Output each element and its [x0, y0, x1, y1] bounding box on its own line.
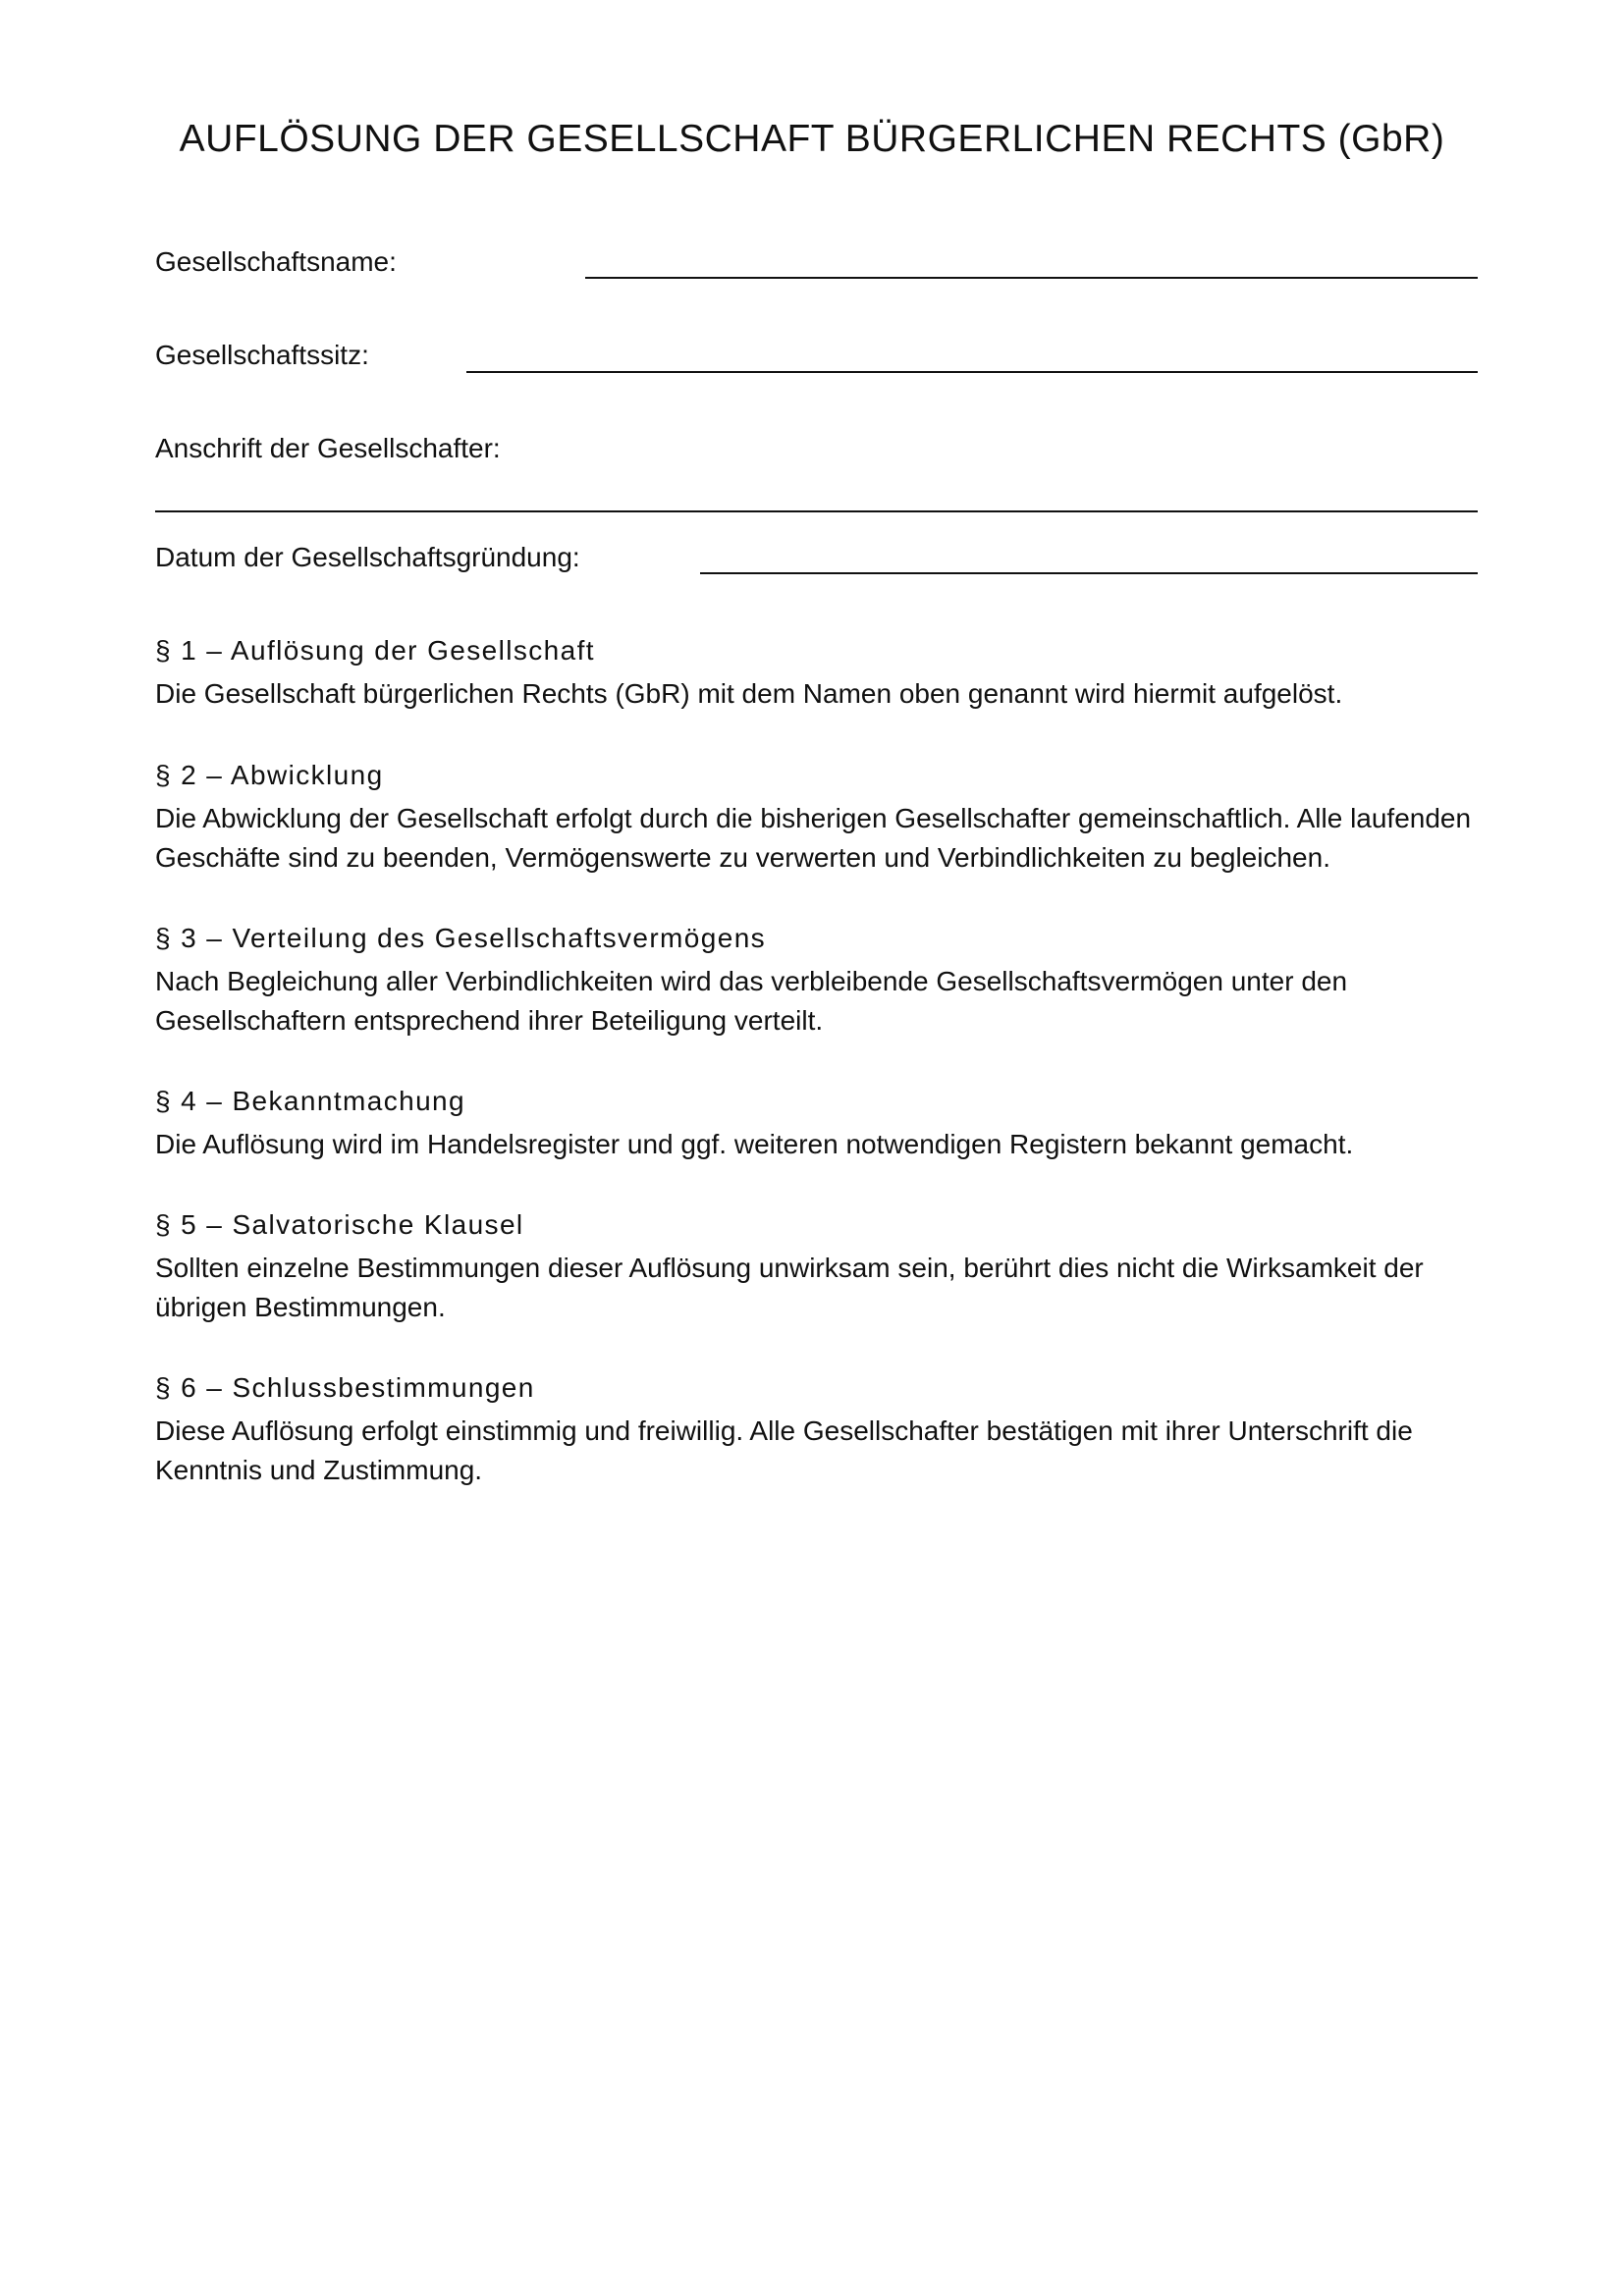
company-seat-label: Gesellschaftssitz: [155, 340, 369, 370]
company-seat-line[interactable] [466, 371, 1478, 373]
section-3 [155, 921, 1476, 1041]
section-heading: § 1 – Auflösung der Gesellschaft [155, 635, 595, 666]
section-body: Die Auflösung wird im Handelsregister und ggf. weiteren notwendigen Registern bekannt gemacht. [155, 1129, 1354, 1159]
section-body: Die Abwicklung der Gesellschaft erfolgt durch die bisherigen Gesellschafter gemeinschaftlich. Alle laufenden Geschäfte sind zu beenden, Vermögenswerte zu verwerten und Verbindlichkeiten zu begleichen. [155, 803, 1472, 873]
section-body: Diese Auflösung erfolgt einstimmig und freiwillig. Alle Gesellschafter bestätigen mit ihrer Unterschrift die Kenntnis und Zustimmung. [155, 1415, 1413, 1485]
section-heading: § 4 – Bekanntmachung [155, 1086, 465, 1116]
section-2 [155, 758, 1476, 878]
section-body: Sollten einzelne Bestimmungen dieser Auflösung unwirksam sein, berührt dies nicht die Wirksamkeit der übrigen Bestimmungen. [155, 1253, 1424, 1322]
section-heading: § 3 – Verteilung des Gesellschaftsvermögens [155, 923, 767, 953]
founding-date-line[interactable] [700, 572, 1478, 574]
company-name-line[interactable] [585, 277, 1478, 279]
section-body: Nach Begleichung aller Verbindlichkeiten wird das verbleibende Gesellschaftsvermögen unter den Gesellschaftern entsprechend ihrer Beteiligung verteilt. [155, 966, 1348, 1036]
section-heading: § 5 – Salvatorische Klausel [155, 1209, 524, 1240]
section-1 [155, 633, 1476, 714]
section-4 [155, 1084, 1476, 1164]
document-title: AUFLÖSUNG DER GESELLSCHAFT BÜRGERLICHEN RECHTS (GbR) [179, 118, 1445, 160]
company-name-label: Gesellschaftsname: [155, 246, 397, 277]
section-heading: § 6 – Schlussbestimmungen [155, 1372, 535, 1403]
section-heading: § 2 – Abwicklung [155, 760, 384, 790]
founding-date-label: Datum der Gesellschaftsgründung: [155, 542, 580, 572]
section-body: Die Gesellschaft bürgerlichen Rechts (GbR) mit dem Namen oben genannt wird hiermit aufgelöst. [155, 678, 1343, 709]
section-6 [155, 1370, 1476, 1490]
partner-address-label: Anschrift der Gesellschafter: [155, 433, 501, 463]
partner-address-line[interactable] [155, 510, 1478, 512]
section-5 [155, 1207, 1476, 1327]
